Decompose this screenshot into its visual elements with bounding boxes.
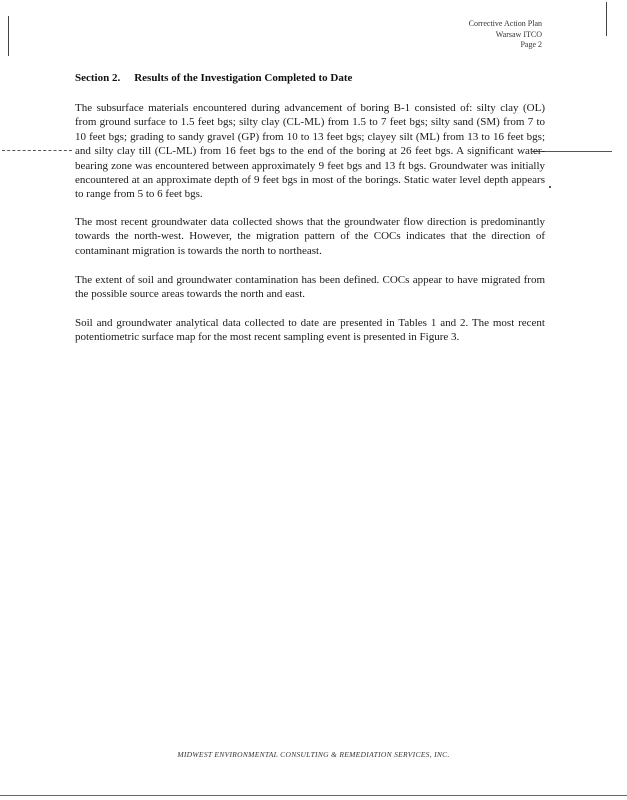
section-heading	[75, 72, 352, 84]
scan-edge-mark-left	[8, 16, 9, 56]
header-site-name: Warsaw ITCO	[495, 29, 542, 39]
page-header	[469, 19, 542, 51]
paragraph-analytical-data: Soil and groundwater analytical data collected to date are presented in Tables 1 and 2. The most recent potentiometric surface map for the most recent sampling event is presented in Figure 3.	[75, 317, 545, 344]
page-footer: MIDWEST ENVIRONMENTAL CONSULTING & REMEDIATION SERVICES, INC.	[177, 750, 450, 759]
section-number: Section 2.	[75, 72, 121, 84]
scan-dash-artifact-left	[2, 150, 72, 151]
paragraph-contamination-extent: The extent of soil and groundwater contamination has been defined. COCs appear to have migrated from the possible source areas towards the north and east.	[75, 274, 545, 301]
scan-edge-mark-right	[606, 2, 607, 36]
header-document-title: Corrective Action Plan	[468, 19, 542, 28]
paragraph-groundwater-flow: The most recent groundwater data collected shows that the groundwater flow direction is predominantly towards the north-west. However, the migration pattern of the COCs indicates that the direction of contaminant migration is towards the north to northeast.	[75, 216, 545, 257]
section-title: Results of the Investigation Completed to Date	[134, 72, 353, 84]
scan-dot-artifact	[549, 186, 551, 188]
header-page-number: Page 2	[520, 40, 542, 49]
paragraph-subsurface-materials: The subsurface materials encountered during advancement of boring B-1 consisted of: silty clay (OL) from ground surface to 1.5 feet bgs; silty clay (CL-ML) from 1.5 to 7 feet bgs; silty sand (SM) from 7 to 10 feet bgs; grading to sandy gravel (GP) from 10 to 13 feet bgs; clayey silt (ML) from 13 to 16 feet bgs; and silty clay till (CL-ML) from 16 feet bgs to the end of the boring at 26 feet bgs. A significant water-bearing zone was encountered between approximately 9 feet bgs and 13 ft bgs. Groundwater was initially encountered at an approximate depth of 9 feet bgs in most of the borings. Static water level depth appears to range from 5 to 6 feet bgs.	[75, 102, 545, 201]
scan-bottom-edge	[0, 795, 627, 796]
